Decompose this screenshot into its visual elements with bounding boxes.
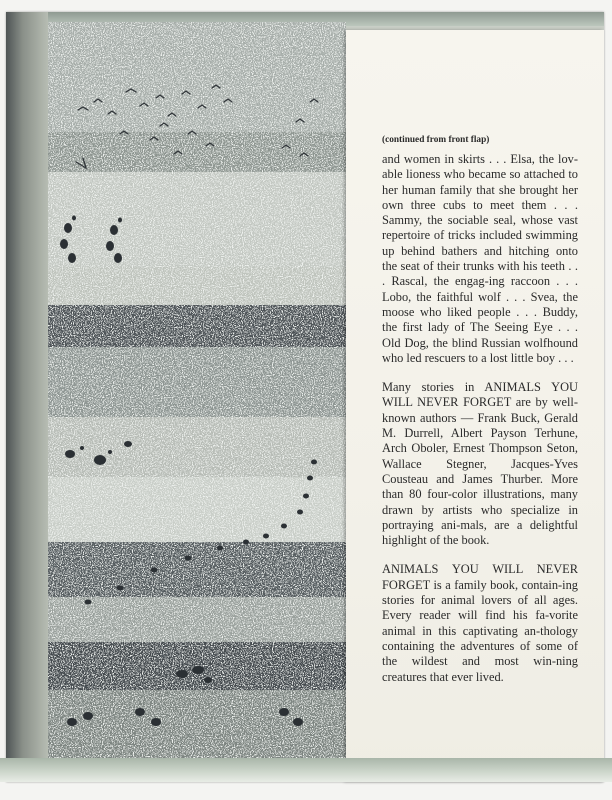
flap-paragraph-1: and women in skirts . . . Elsa, the lov-able lioness who became so attached to her human family that she brought her own three cubs to meet them . . . Sammy, the sociable seal, whose vast repertoire of tricks included swimming up behind bathers and hitching onto the seat of their trunks with his teeth . . . Rascal, the engag-ing raccoon . . . Lobo, the faithful wolf . . . Svea, the moose who liked people . . . Buddy, the first lady of The Seeing Eye . . . Old Dog, the blind Russian wolfhound who led rescuers to a lost little boy . . . (382, 152, 578, 365)
flap-paragraph-2: Many stories in ANIMALS YOU WILL NEVER FORGET are by well-known authors — Frank Buck, Gerald M. Durrell, Albert Payson Terhune, Arch Oboler, Ernest Thompson Seton, Wallace Stegner, Jacques-Yves Cousteau and James Thurber. More than 80 four-color illustrations, many drawn by artists who specialize in portraying ani-mals, are a delightful highlight of the book. (382, 380, 578, 548)
cover-illustration (48, 22, 346, 762)
continued-note: (continued from front flap) (382, 135, 490, 145)
jacket-spine-edge (6, 12, 48, 782)
speckle-texture (48, 22, 346, 762)
landscape-tracks-illustration (48, 22, 346, 762)
jacket-bottom-edge (0, 758, 612, 782)
flap-copy (382, 134, 578, 699)
flap-paragraph-3: ANIMALS YOU WILL NEVER FORGET is a family book, contain-ing stories for animal lovers of all ages. Every reader will find his fa-vorite animal in this captivating an-thology containing the adventures of some of the wildest and most win-ning creatures that ever lived. (382, 562, 578, 684)
